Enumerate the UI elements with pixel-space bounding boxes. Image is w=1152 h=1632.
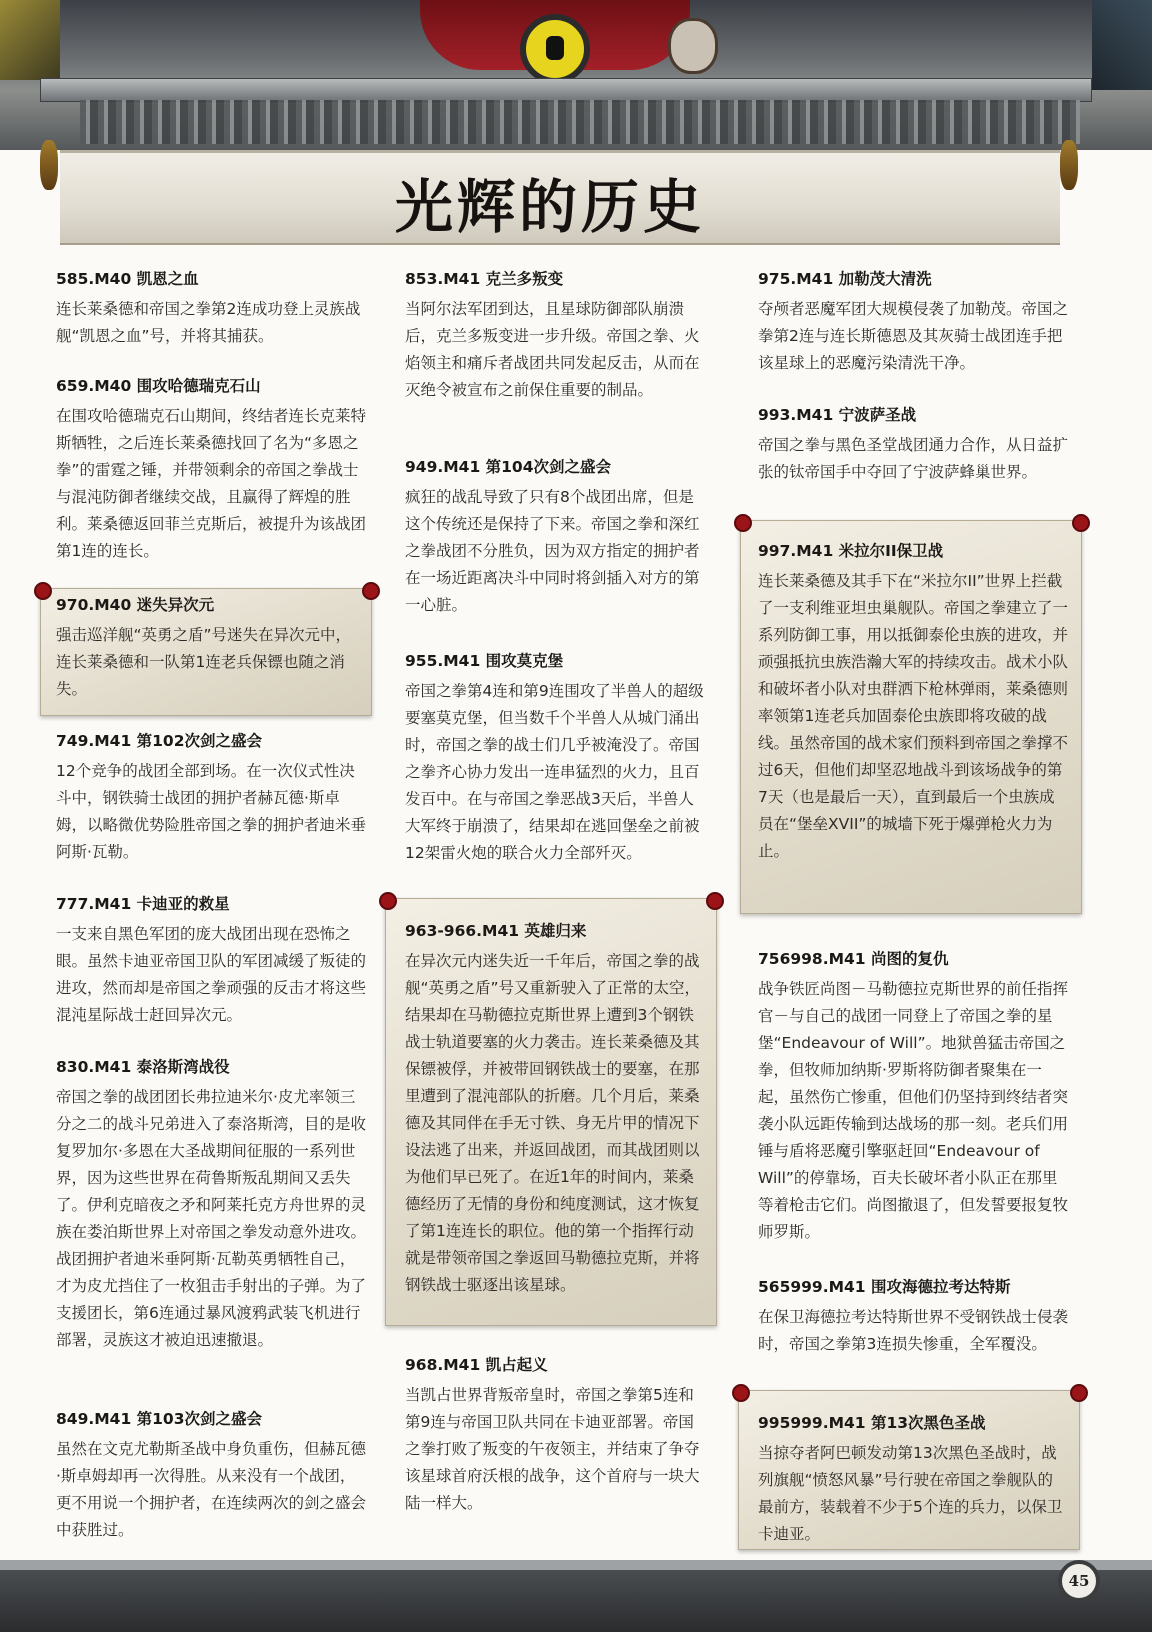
entry-heading: 970.M40 迷失异次元 bbox=[56, 596, 215, 614]
skull-ornament-icon bbox=[668, 18, 718, 74]
wax-seal-icon bbox=[1070, 1384, 1088, 1402]
timeline-entry bbox=[405, 650, 705, 867]
timeline-entry bbox=[56, 375, 366, 565]
timeline-entry bbox=[405, 920, 705, 1299]
entry-heading: 963-966.M41 英雄归来 bbox=[405, 922, 587, 940]
entry-heading: 749.M41 第102次剑之盛会 bbox=[56, 732, 262, 750]
footer-decoration bbox=[0, 1570, 1152, 1632]
entry-heading: 853.M41 克兰多叛变 bbox=[405, 270, 564, 288]
entry-heading: 585.M40 凯恩之血 bbox=[56, 270, 199, 288]
eagle-wing-ornament bbox=[0, 0, 60, 80]
wax-seal-icon bbox=[34, 582, 52, 600]
entry-text: 夺颅者恶魔军团大规模侵袭了加勒茂。帝国之拳第2连与连长斯德恩及其灰骑士战团连手把该星球上的恶魔污染清洗干净。 bbox=[758, 300, 1069, 372]
entry-text: 疯狂的战乱导致了只有8个战团出席，但是这个传统还是保持了下来。帝国之拳和深红之拳战团不分胜负，因为双方指定的拥护者在一场近距离决斗中同时将剑插入对方的第一心脏。 bbox=[405, 488, 700, 614]
wax-seal-icon bbox=[706, 892, 724, 910]
wax-seal-icon bbox=[734, 514, 752, 532]
page-title: 光辉的历史 bbox=[394, 173, 705, 241]
timeline-entry bbox=[758, 404, 1068, 486]
entry-heading: 955.M41 围攻莫克堡 bbox=[405, 652, 564, 670]
timeline-entry bbox=[405, 1354, 705, 1517]
cables-decoration bbox=[80, 100, 1080, 144]
entry-heading: 997.M41 米拉尔II保卫战 bbox=[758, 542, 944, 560]
entry-heading: 830.M41 泰洛斯湾战役 bbox=[56, 1058, 230, 1076]
timeline-entry bbox=[56, 1408, 366, 1544]
entry-text: 当阿尔法军团到达，且星球防御部队崩溃后，克兰多叛变进一步升级。帝国之拳、火焰领主和痛斥者战团共同发起反击，从而在灭绝令被宣布之前保住重要的制品。 bbox=[405, 300, 700, 399]
entry-heading: 565999.M41 围攻海德拉考达特斯 bbox=[758, 1278, 1011, 1296]
timeline-entry bbox=[56, 893, 366, 1029]
entry-text: 帝国之拳的战团团长弗拉迪米尔·皮尤率领三分之二的战斗兄弟进入了泰洛斯湾，目的是收复罗加尔·多恩在大圣战期间征服的一系列世界，因为这些世界在荷鲁斯叛乱期间又丢失了。伊利克暗夜之矛和阿莱托克方舟世界的灵族在娄泊斯世界上对帝国之拳发动意外进攻。战团拥护者迪米垂阿斯·瓦勒英勇牺牲自己，才为皮尤挡住了一枚狙击手射出的子弹。为了支援团长，第6连通过暴风渡鸦武装飞机进行部署，灵族这才被迫迅速撤退。 bbox=[56, 1088, 367, 1349]
timeline-entry bbox=[56, 594, 366, 703]
entry-heading: 777.M41 卡迪亚的救星 bbox=[56, 895, 230, 913]
entry-heading: 756998.M41 尚图的复仇 bbox=[758, 950, 949, 968]
entry-heading: 995999.M41 第13次黑色圣战 bbox=[758, 1414, 986, 1432]
wax-seal-icon bbox=[732, 1384, 750, 1402]
entry-text: 一支来自黑色军团的庞大战团出现在恐怖之眼。虽然卡迪亚帝国卫队的军团减缓了叛徒的进攻，然而却是帝国之拳顽强的反击才将这些混沌星际战士赶回异次元。 bbox=[56, 925, 367, 1024]
entry-heading: 659.M40 围攻哈德瑞克石山 bbox=[56, 377, 261, 395]
timeline-entry bbox=[758, 1412, 1068, 1548]
entry-text: 在异次元内迷失近一千年后，帝国之拳的战舰“英勇之盾”号又重新驶入了正常的太空，结果却在马勒德拉克斯世界上遭到3个钢铁战士轨道要塞的火力袭击。连长莱桑德及其保镖被俘，并被带回钢铁战士的要塞，在那里遭到了混沌部队的折磨。几个月后，莱桑德及其同伴在手无寸铁、身无片甲的情况下设法逃了出来，并返回战团，而其战团则以为他们早已死了。在近1年的时间内，莱桑德经历了无情的身份和纯度测试，这才恢复了第1连连长的职位。他的第一个指挥行动就是带领帝国之拳返回马勒德拉克斯，并将钢铁战士驱逐出该星球。 bbox=[405, 952, 701, 1294]
entry-text: 在围攻哈德瑞克石山期间，终结者连长克莱特斯牺牲，之后连长莱桑德找回了名为“多恩之拳”的雷霆之锤，并带领剩余的帝国之拳战士与混沌防御者继续交战，且赢得了辉煌的胜利。莱桑德返回菲兰克斯后，被提升为该战团第1连的连长。 bbox=[56, 407, 367, 560]
entry-text: 虽然在文克尤勒斯圣战中身负重伤，但赫瓦德·斯卓姆却再一次得胜。从来没有一个战团，更不用说一个拥护者，在连续两次的剑之盛会中获胜过。 bbox=[56, 1440, 367, 1539]
page-number: 45 bbox=[1058, 1560, 1100, 1602]
timeline-entry bbox=[56, 1056, 366, 1354]
timeline-entry bbox=[56, 268, 366, 350]
entry-text: 12个竞争的战团全部到场。在一次仪式性决斗中，钢铁骑士战团的拥护者赫瓦德·斯卓姆，以略微优势险胜帝国之拳的拥护者迪米垂阿斯·瓦勒。 bbox=[56, 762, 367, 861]
entry-heading: 849.M41 第103次剑之盛会 bbox=[56, 1410, 262, 1428]
entry-text: 帝国之拳第4连和第9连围攻了半兽人的超级要塞莫克堡，但当数千个半兽人从城门涌出时，帝国之拳的战士们几乎被淹没了。帝国之拳齐心协力发出一连串猛烈的火力，且百发百中。在与帝国之拳恶战3天后，半兽人大军终于崩溃了，结果却在逃回堡垒之前被12架雷火炮的联合火力全部歼灭。 bbox=[405, 682, 704, 862]
wax-seal-icon bbox=[379, 892, 397, 910]
timeline-entry bbox=[405, 268, 705, 404]
entry-text: 在保卫海德拉考达特斯世界不受钢铁战士侵袭时，帝国之拳第3连损失惨重，全军覆没。 bbox=[758, 1308, 1069, 1353]
timeline-entry bbox=[758, 1276, 1068, 1358]
entry-heading: 968.M41 凯占起义 bbox=[405, 1356, 548, 1374]
entry-text: 帝国之拳与黑色圣堂战团通力合作，从日益扩张的钛帝国手中夺回了宁波萨蜂巢世界。 bbox=[758, 436, 1069, 481]
entry-text: 连长莱桑德和帝国之拳第2连成功登上灵族战舰“凯恩之血”号，并将其捕获。 bbox=[56, 300, 361, 345]
entry-heading: 949.M41 第104次剑之盛会 bbox=[405, 458, 611, 476]
entry-heading: 975.M41 加勒茂大清洗 bbox=[758, 270, 932, 288]
entry-text: 当凯占世界背叛帝皇时，帝国之拳第5连和第9连与帝国卫队共同在卡迪亚部署。帝国之拳打败了叛变的午夜领主，并结束了争夺该星球首府沃根的战争，这个首府与一块大陆一样大。 bbox=[405, 1386, 700, 1512]
entry-text: 当掠夺者阿巴顿发动第13次黑色圣战时，战列旗舰“愤怒风暴”号行驶在帝国之拳舰队的最前方，装载着不少于5个连的兵力，以保卫卡迪亚。 bbox=[758, 1444, 1063, 1543]
timeline-entry bbox=[758, 268, 1068, 377]
wax-seal-icon bbox=[1072, 514, 1090, 532]
entry-text: 连长莱桑德及其手下在“米拉尔II”世界上拦截了一支利维亚坦虫巢舰队。帝国之拳建立了一系列防御工事，用以抵御泰伦虫族的进攻，并顽强抵抗虫族浩瀚大军的持续攻击。战术小队和破坏者小队对虫群洒下枪林弹雨，莱桑德则率领第1连老兵加固泰伦虫族即将攻破的战线。虽然帝国的战术家们预料到帝国之拳撑不过6天，但他们却坚忍地战斗到该场战争的第7天（也是最后一天），直到最后一个虫族成员在“堡垒XVII”的城墙下死于爆弹枪火力为止。 bbox=[758, 572, 1069, 860]
entry-heading: 993.M41 宁波萨圣战 bbox=[758, 406, 917, 424]
timeline-entry bbox=[758, 540, 1068, 865]
metal-rail bbox=[40, 78, 1092, 102]
timeline-entry bbox=[758, 948, 1068, 1246]
timeline-entry bbox=[56, 730, 366, 866]
armor-ornament bbox=[1092, 0, 1152, 90]
entry-text: 强击巡洋舰“英勇之盾”号迷失在异次元中，连长莱桑德和一队第1连老兵保镖也随之消失。 bbox=[56, 626, 352, 698]
entry-text: 战争铁匠尚图－马勒德拉克斯世界的前任指挥官－与自己的战团一同登上了帝国之拳的星堡“Endeavour of Will”。地狱兽猛击帝国之拳，但牧师加纳斯·罗斯将防御者聚集在一起，虽然伤亡惨重，但他们仍坚持到终结者突袭小队远距传输到达战场的那一刻。老兵们用锤与盾将恶魔引擎驱赶回“Endeavour of Will”的停靠场，百夫长破坏者小队正在那里等着枪击它们。尚图撤退了，但发誓要报复牧师罗斯。 bbox=[758, 980, 1069, 1241]
imperial-fists-emblem-icon bbox=[520, 14, 590, 84]
timeline-entry bbox=[405, 456, 705, 619]
